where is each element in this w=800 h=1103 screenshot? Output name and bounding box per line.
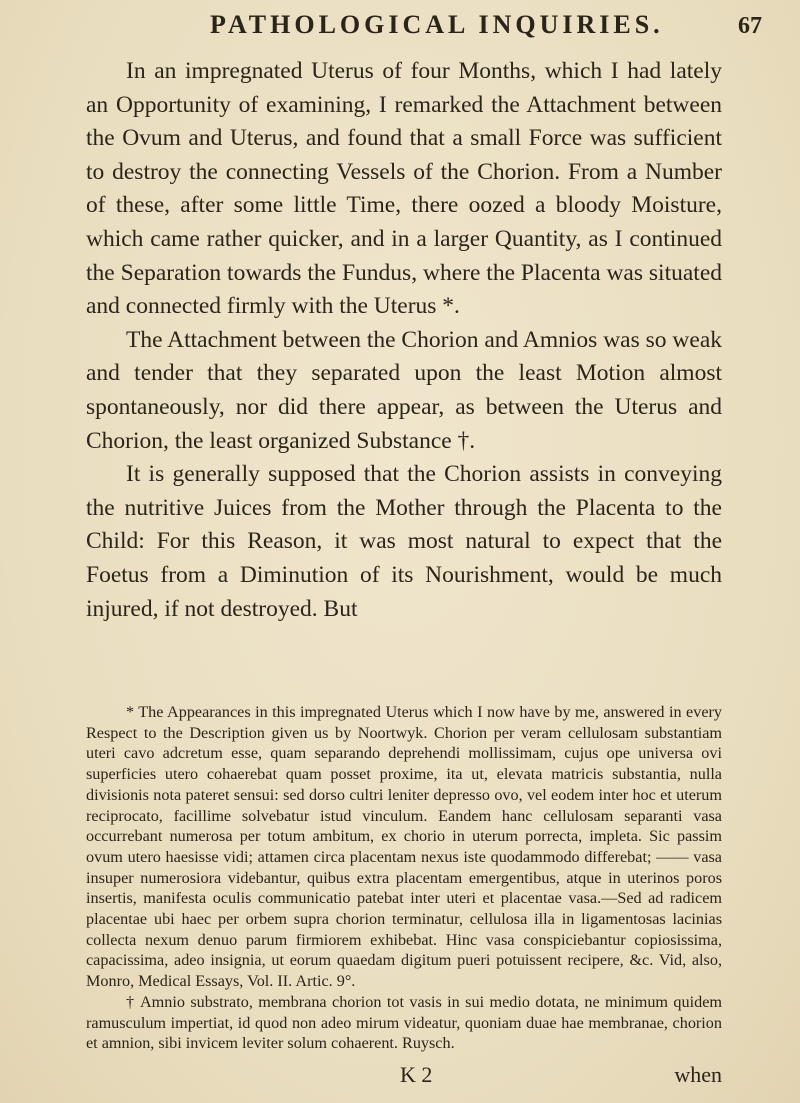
paragraph: In an impregnated Uterus of four Months, which I had lately an Opportunity of examining, I remarked the Attachment between the Ovum and Uterus, and found that a small Force was sufficient to destroy the connecting Vessels of the Chorion. From a Number of these, after some little Time, there oozed a bloody Moisture, which came rather quicker, and in a larger Quantity, as I continued the Separation towards the Fundus, where the Placenta was situated and connected firmly with the Uterus *. [86,58,722,320]
footnote: † Amnio substrato, membrana chorion tot vasis in sui medio dotata, ne minimum quidem ramusculum impertiat, id quod non adeo mirum videatur, quoniam duae hae membranae, chorion et amnion, sibi invicem leviter solum cohaerent. Ruysch. [86,992,722,1053]
paragraph: The Attachment between the Chorion and Amnios was so weak and tender that they separated upon the least Motion almost spontaneously, nor did there appear, as between the Uterus and Chorion, the least organized Substance †. [86,326,722,454]
paragraph: It is generally supposed that the Chorion assists in conveying the nutritive Juices from the Mother through the Placenta to the Child: For this Reason, it was most natural to expect that the Foetus from a Diminution of its Nourishment, would be much injured, if not destroyed. But [86,461,722,622]
running-head [210,10,762,40]
catchword: when [674,1062,722,1087]
footnotes [86,702,722,1054]
signature-mark: K 2 [400,1062,433,1087]
page-number: 67 [738,13,762,39]
main-text [86,55,722,626]
running-title: PATHOLOGICAL INQUIRIES. [210,10,664,39]
footnote: * The Appearances in this impregnated Uterus which I now have by me, answered in every Respect to the Description given us by Noortwyk. Chorion per veram cellulosam substantiam uteri cavo adcretum esse, quam separando deprehendi mollissimam, cujus ope universa ovi superficies utero cohaerebat quam posset proxime, ita ut, elevata matricis substantia, nulla divisionis nota pateret sensui: sed dorso cultri leniter depresso ovo, vel eodem inter hoc et uterum reciprocato, facillime solvebatur istud vinculum. Eandem hanc cellulosam separanti vasa occurrebant numerosa per totum ambitum, ex chorio in uterum porrecta, impleta. Sic passim ovum utero haesisse vidi; attamen circa placentam nexus iste quodammodo differebat; —— vasa insuper numerosiora videbantur, quibus extra placentam emergentibus, atque in uterinos poros insertis, manifesta oculis communicatio patebat inter uteri et placentae vasa.—Sed ad radicem placentae ubi haec per orbem supra chorion terminatur, cellulosa illa in ligamentosas lacinias collecta nexum denuo parum firmiorem exhibebat. Hinc vasa conspiciebantur copiosissima, capacissima, adeo insignia, ut eorum quaedam digitum pueri potuissent recipere, &c. Vid, also, Monro, Medical Essays, Vol. II. Artic. 9°. [86,703,722,991]
